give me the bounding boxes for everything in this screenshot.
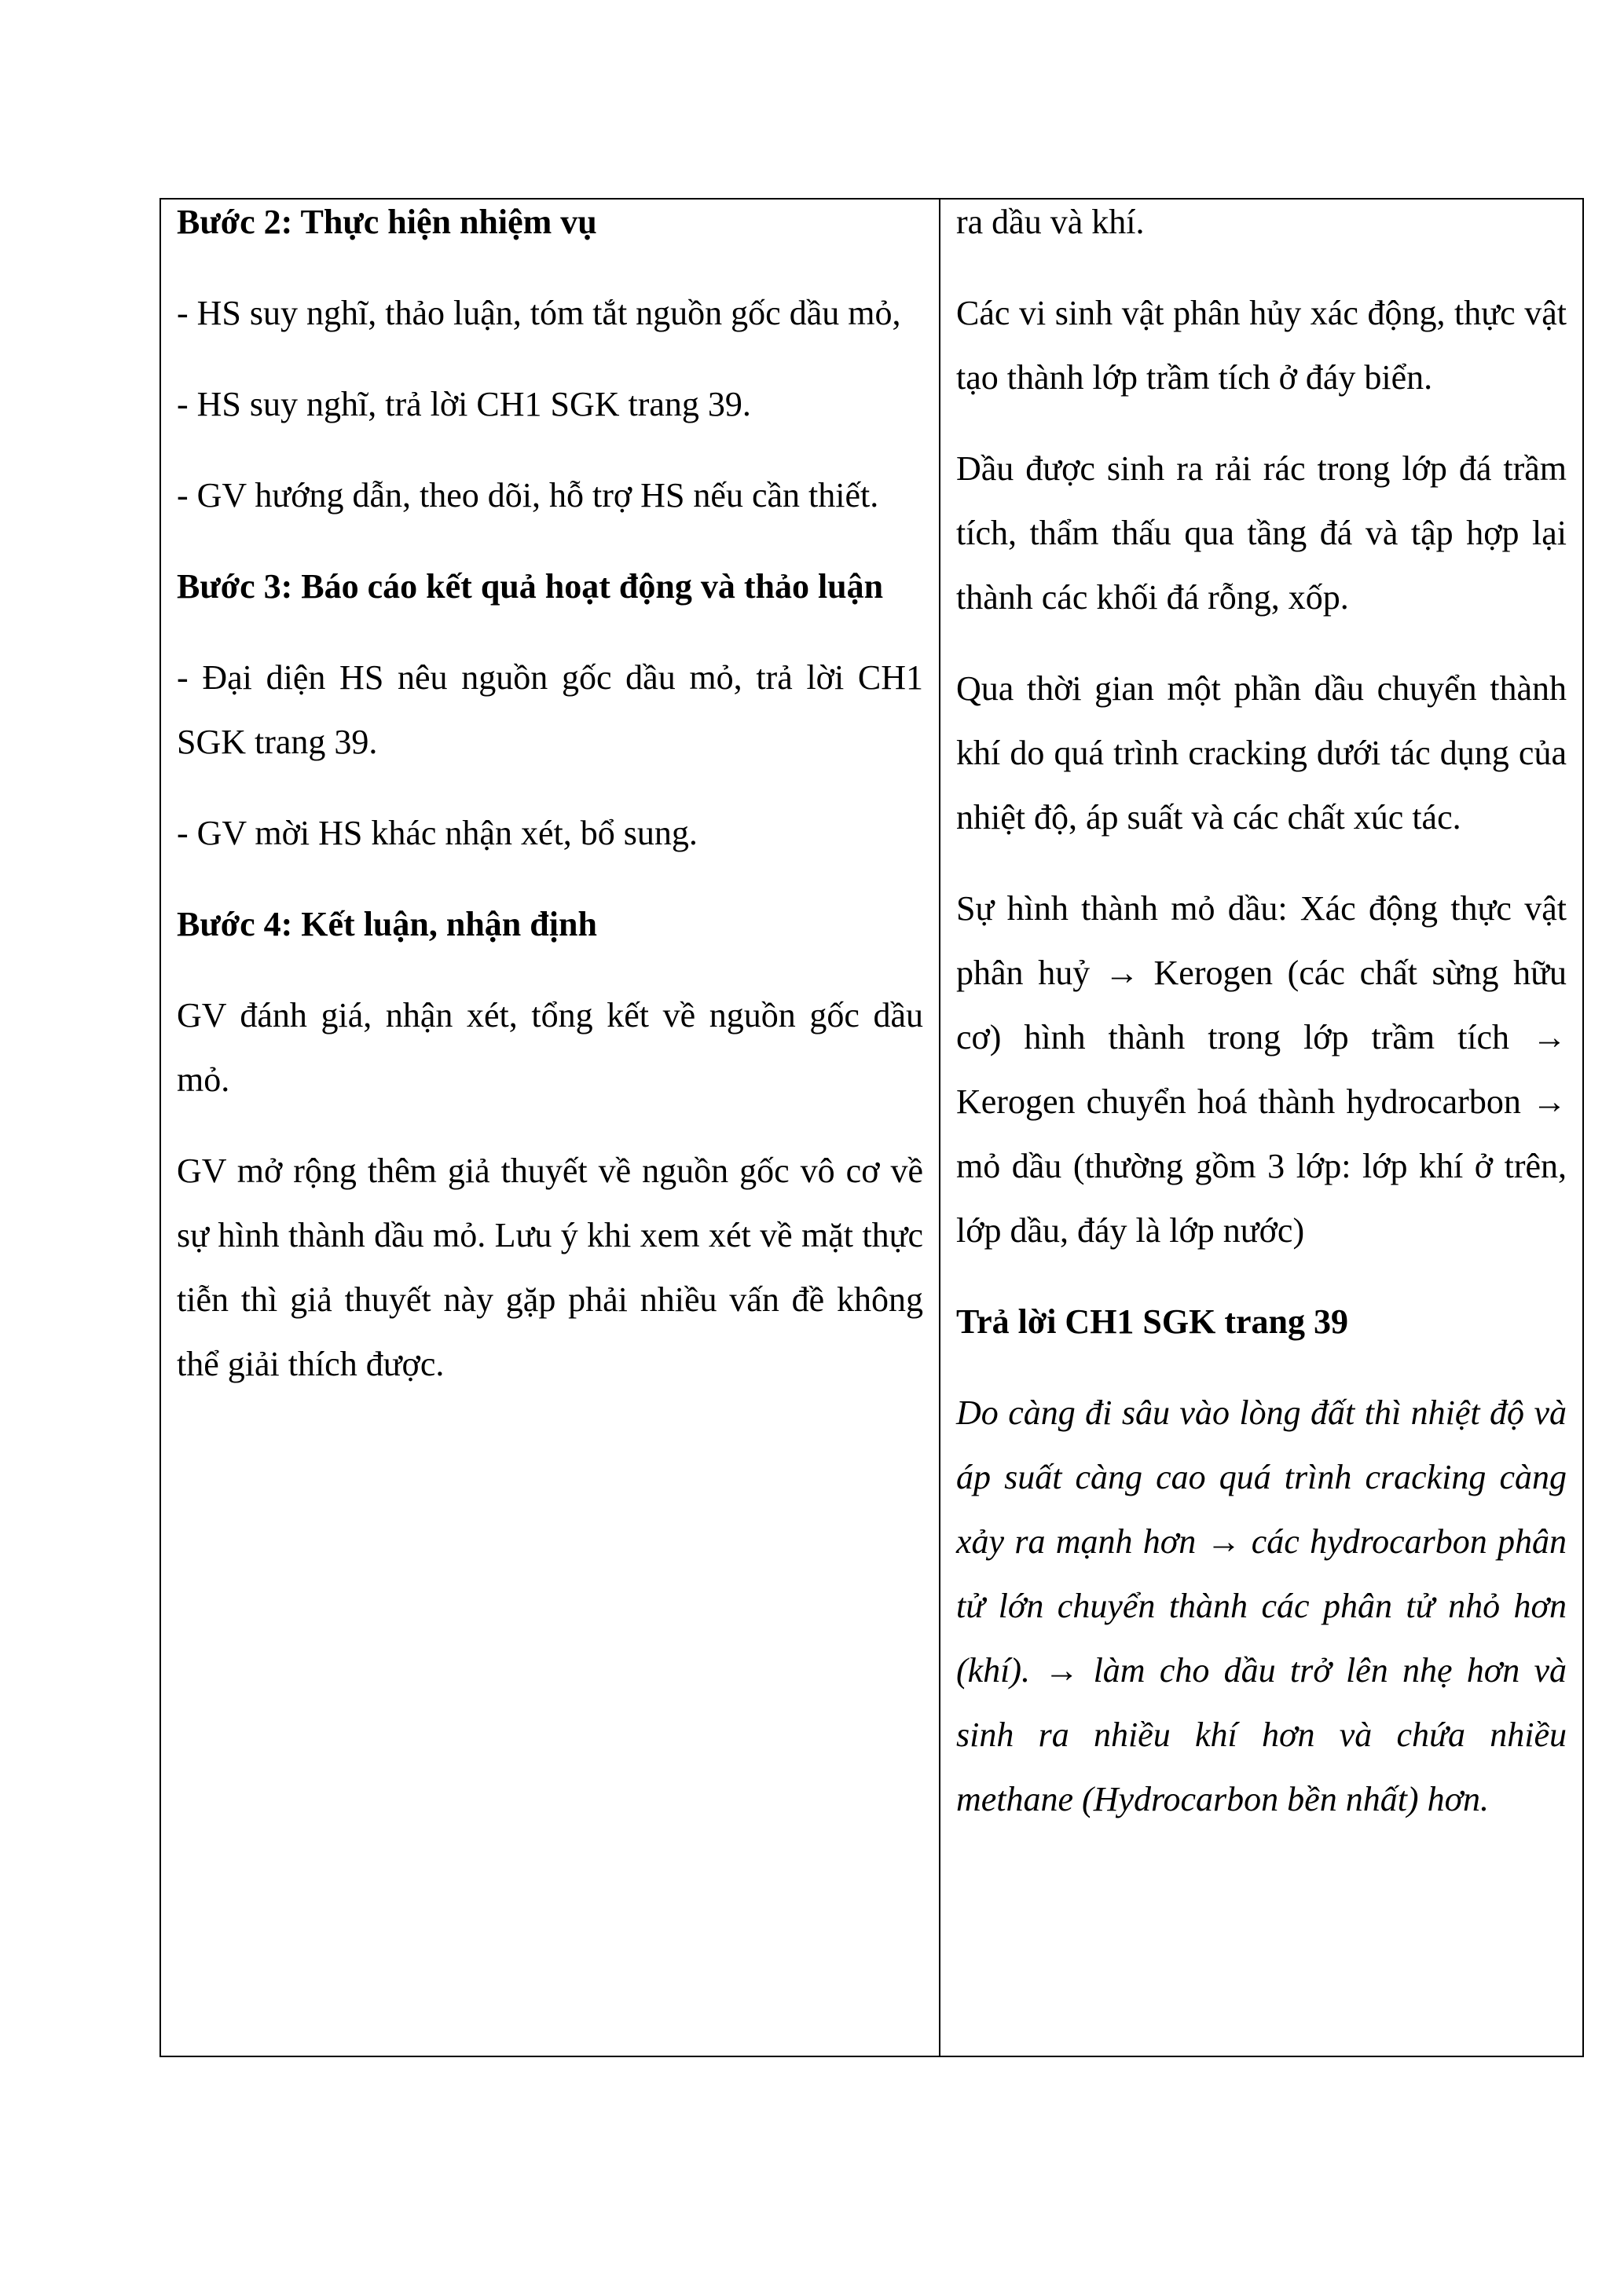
step4-item: GV mở rộng thêm giả thuyết về nguồn gốc vô cơ về sự hình thành dầu mỏ. Lưu ý khi xem xét về mặt thực tiễn thì giả thuyết này gặp phải nhiều vấn đề không thể giải thích được. bbox=[177, 1152, 923, 1383]
product-cell bbox=[940, 200, 1582, 2056]
content-paragraph: ra dầu và khí. bbox=[956, 203, 1145, 241]
answer-text: Do càng đi sâu vào lòng đất thì nhiệt độ và áp suất càng cao quá trình cracking càng xảy ra mạnh hơn → các hydrocarbon phân tử lớn chuyển thành các phân tử nhỏ hơn (khí). → làm cho dầu trở lên nhẹ hơn và sinh ra nhiều khí hơn và chứa nhiều methane (Hydrocarbon bền nhất) hơn. bbox=[956, 1393, 1567, 1818]
content-paragraph: Các vi sinh vật phân hủy xác động, thực vật tạo thành lớp trầm tích ở đáy biển. bbox=[956, 294, 1567, 397]
step2-item: - HS suy nghĩ, trả lời CH1 SGK trang 39. bbox=[177, 385, 751, 423]
step2-heading bbox=[177, 200, 923, 255]
step3-heading-text: Bước 3: Báo cáo kết quả hoạt động và thảo luận bbox=[177, 567, 884, 606]
step4-heading bbox=[177, 892, 923, 957]
step2-item: - HS suy nghĩ, thảo luận, tóm tắt nguồn gốc dầu mỏ, bbox=[177, 294, 901, 332]
answer-heading bbox=[956, 1290, 1567, 1354]
step3-item: - GV mời HS khác nhận xét, bổ sung. bbox=[177, 814, 698, 852]
step4-heading-text: Bước 4: Kết luận, nhận định bbox=[177, 905, 597, 943]
teacher-activity-cell bbox=[161, 200, 940, 2056]
answer-heading-text: Trả lời CH1 SGK trang 39 bbox=[956, 1302, 1348, 1341]
step4-item: GV đánh giá, nhận xét, tổng kết về nguồn gốc dầu mỏ. bbox=[177, 996, 923, 1099]
lesson-table bbox=[159, 198, 1584, 2057]
step3-item: - Đại diện HS nêu nguồn gốc dầu mỏ, trả lời CH1 SGK trang 39. bbox=[177, 658, 923, 761]
content-paragraph: Sự hình thành mỏ dầu: Xác động thực vật phân huỷ → Kerogen (các chất sừng hữu cơ) hình thành trong lớp trầm tích → Kerogen chuyển hoá thành hydrocarbon → mỏ dầu (thường gồm 3 lớp: lớp khí ở trên, lớp dầu, đáy là lớp nước) bbox=[956, 889, 1567, 1250]
content-paragraph: Qua thời gian một phần dầu chuyển thành khí do quá trình cracking dưới tác dụng của nhiệt độ, áp suất và các chất xúc tác. bbox=[956, 669, 1567, 837]
step2-heading-text: Bước 2: Thực hiện nhiệm vụ bbox=[177, 203, 597, 241]
content-paragraph: Dầu được sinh ra rải rác trong lớp đá trầm tích, thẩm thấu qua tầng đá và tập hợp lại thành các khối đá rỗng, xốp. bbox=[956, 449, 1567, 617]
step3-heading bbox=[177, 555, 923, 619]
step2-item: - GV hướng dẫn, theo dõi, hỗ trợ HS nếu cần thiết. bbox=[177, 476, 879, 514]
